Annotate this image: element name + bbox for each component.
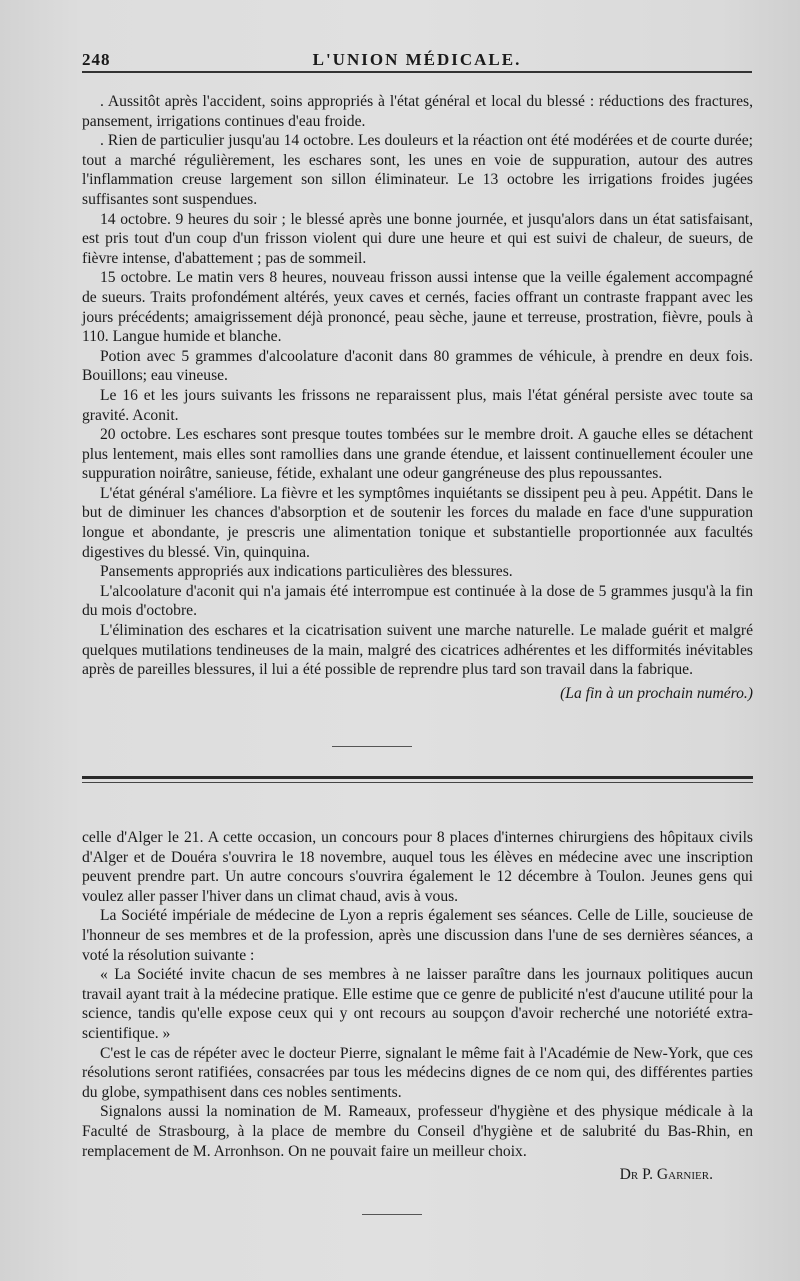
chronicle-paragraph: La Société impériale de médecine de Lyon a repris également ses séances. Celle de Lille, soucieuse de l'honneur de ses membres et de la profession, après une discussion dans l'une de ses dernières séances, a voté la résolution suivante : [82,907,753,964]
chronicle-section [82,828,753,1185]
author-signature: Dr P. Garnier. [619,1166,713,1184]
chronicle-paragraph: C'est le cas de répéter avec le docteur Pierre, signalant le même fait à l'Académie de New-York, que ces résolutions seront ratifiées, consacrées par tous les médecins dignes de ce nom qui, des différentes parties du globe, sympathisent dans ces nobles sentiments. [82,1044,753,1101]
article-paragraph: 14 octobre. 9 heures du soir ; le blessé après une bonne journée, et jusqu'alors dans un état satisfaisant, est pris tout d'un coup d'un frisson violent qui dure une heure et qui est suivi de chaleur, de sueurs, de fièvre intense, d'abattement ; pas de sommeil. [82,210,753,267]
end-rule [362,1214,422,1215]
header-rule [82,71,752,73]
short-rule [332,746,412,747]
page-number: 248 [82,50,111,69]
article-paragraph: Potion avec 5 grammes d'alcoolature d'aconit dans 80 grammes de véhicule, à prendre en deux fois. Bouillons; eau vineuse. [82,347,753,385]
chronicle-paragraph: Signalons aussi la nomination de M. Rameaux, professeur d'hygiène et des physique médicale à la Faculté de Strasbourg, à la place de membre du Conseil d'hygiène et de salubrité du Bas-Rhin, en remplacement de M. Arronhson. On ne pouvait faire un meilleur choix. [82,1103,753,1160]
separator-thin-line [82,782,753,783]
article-paragraph: . Aussitôt après l'accident, soins appropriés à l'état général et local du blessé : réductions des fractures, pansement, irrigations continues d'eau froide. [82,93,753,130]
chronicle-paragraph: celle d'Alger le 21. A cette occasion, un concours pour 8 places d'internes chirurgiens des hôpitaux civils d'Alger et de Douéra s'ouvrira le 18 novembre, auquel tous les élèves en médecine avec une inscription peuvent prendre part. Un autre concours s'ouvrira également le 12 décembre à Toulon. Jeunes gens qui voulez aller passer l'hiver dans un climat chaud, avis à vous. [82,829,753,905]
page-header [82,38,752,72]
continuation-note: (La fin à un prochain numéro.) [560,684,753,702]
article-paragraph: L'élimination des eschares et la cicatrisation suivent une marche naturelle. Le malade guérit et malgré quelques mutilations tendineuses de la main, malgré des cicatrices adhérentes et les difformités inévitables après de pareilles blessures, il lui a été possible de reprendre plus tard son travail dans la fabrique. [82,622,753,679]
article-paragraph: Le 16 et les jours suivants les frissons ne reparaissent plus, mais l'état général persiste avec toute sa gravité. Aconit. [82,386,753,424]
article-paragraph: L'état général s'améliore. La fièvre et les symptômes inquiétants se dissipent peu à peu. Appétit. Dans le but de diminuer les chances d'absorption et de soutenir les forces du malade en face d'une suppuration longue et abondante, je prescris une alimentation tonique et substantielle proportionnée aux facultés digestives du blessé. Vin, quinquina. [82,484,753,561]
article-paragraph: 15 octobre. Le matin vers 8 heures, nouveau frisson aussi intense que la veille également accompagné de sueurs. Traits profondément altérés, yeux caves et cernés, facies offrant un contraste frappant avec les jours précédents; amaigrissement déjà prononcé, peau sèche, jaune et terreuse, prostration, fièvre, pouls à 110. Langue humide et blanche. [82,269,753,346]
article-continuation [82,92,753,703]
article-paragraph: L'alcoolature d'aconit qui n'a jamais été interrompue est continuée à la dose de 5 grammes jusqu'à la fin du mois d'octobre. [82,582,753,620]
article-paragraph: Pansements appropriés aux indications particulières des blessures. [100,563,513,581]
resolution-quote: « La Société invite chacun de ses membres à ne laisser paraître dans les journaux politiques aucun travail ayant trait à la médecine pratique. Elle estime que ce genre de publicité n'est d'aucune utilité pour la science, tandis qu'elle expose ceux qui y ont recours au soupçon d'avoir recherché une notoriété extra-scientifique. » [82,966,753,1042]
article-paragraph: . Rien de particulier jusqu'au 14 octobre. Les douleurs et la réaction ont été modérées et de courte durée; tout a marché régulièrement, les eschares sont, les unes en voie de suppuration, autour des autres l'inflammation creuse largement son sillon éliminateur. Le 13 octobre les irrigations froides jugées suffisantes sont suspendues. [82,132,753,208]
separator-thick-line [82,776,753,779]
running-head: L'UNION MÉDICALE. [312,50,522,69]
section-separator [82,776,753,783]
article-paragraph: 20 octobre. Les eschares sont presque toutes tombées sur le membre droit. A gauche elles se détachent plus lentement, mais elles sont ramollies dans une grande étendue, et laissent continuellement écouler une suppuration noirâtre, sanieuse, fétide, exhalant une odeur gangréneuse des plus repoussantes. [82,426,753,483]
